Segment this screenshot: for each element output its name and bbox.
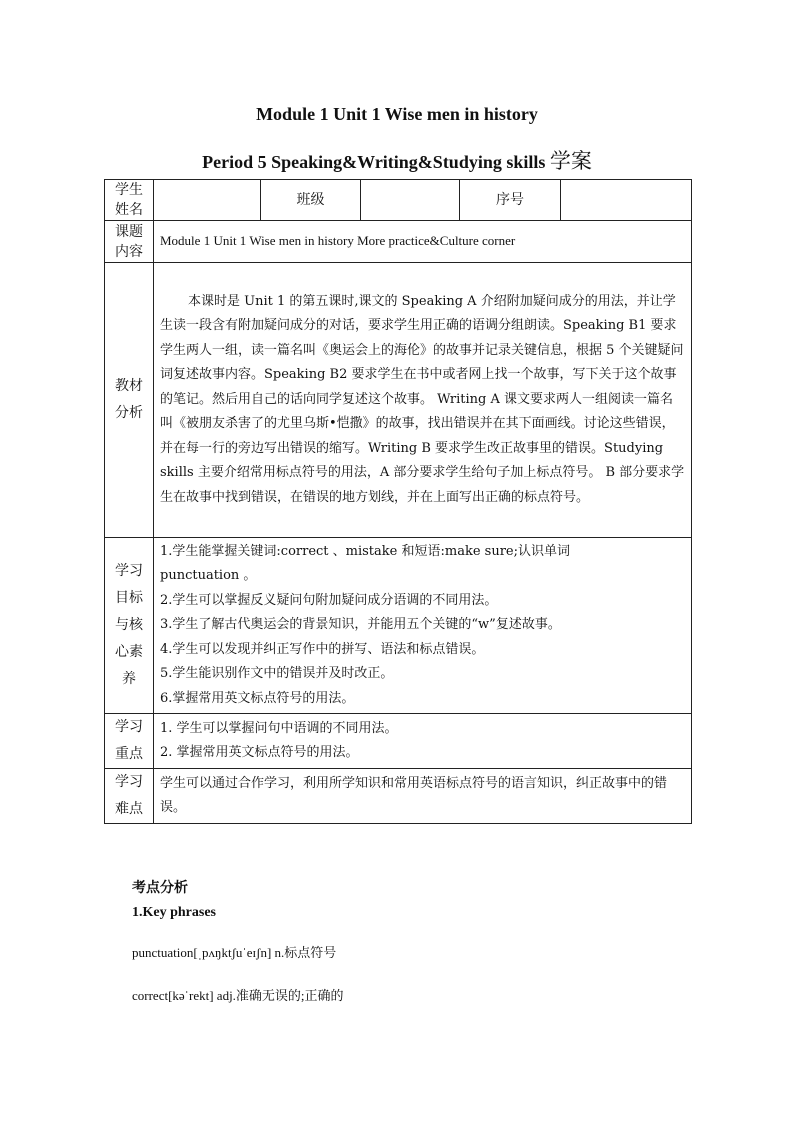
document-title-line1: Module 1 Unit 1 Wise men in history xyxy=(256,104,538,124)
class-cell xyxy=(361,180,460,221)
objective-item: 4.学生可以发现并纠正写作中的拼写、语法和标点错误。 xyxy=(160,641,485,657)
title-line2-english: Period 5 Speaking&Writing&Studying skills xyxy=(202,152,550,172)
objective-item: punctuation 。 xyxy=(160,568,257,584)
label-seat-number: 序号 xyxy=(460,180,561,221)
student-name-cell xyxy=(154,180,261,221)
key-points-cell xyxy=(154,714,692,769)
lesson-plan-table xyxy=(104,179,692,824)
row-key-points xyxy=(105,714,692,769)
key-phrases-heading: 1.Key phrases xyxy=(132,905,216,920)
label-learning-objectives: 学习目标与核心素养 xyxy=(105,538,154,714)
label-key-points: 学习重点 xyxy=(105,714,154,769)
objective-item: 2.学生可以掌握反义疑问句附加疑问成分语调的不同用法。 xyxy=(160,592,498,608)
title-line2-chinese: 学案 xyxy=(549,149,592,173)
vocab-entry-correct: correct[kəˈrekt] adj.准确无误的;正确的 xyxy=(132,988,344,1003)
topic-content: Module 1 Unit 1 Wise men in history More practice&Culture corner xyxy=(154,221,692,263)
row-topic xyxy=(105,221,692,263)
objective-item: 5.学生能识别作文中的错误并及时改正。 xyxy=(160,666,394,682)
material-analysis-text: 本课时是 Unit 1 的第五课时,课文的 Speaking A 介绍附加疑问成分的用法，并让学生读一段含有附加疑问成分的对话，要求学生用正确的语调分组朗读。Speaking B1 要求学生两人一组，读一篇名叫《奥运会上的海伦》的故事并记录关键信息，根据 5 个关键疑问词复述故事内容。Speaking B2 要求学生在书中或者网上找一个故事，写下关于这个故事的笔记。然后用自己的话向同学复述这个故事。 Writing A 课文要求两人一组阅读一篇名叫《被朋友杀害了的尤里乌斯•恺撒》的故事，找出错误并在其下面画线。讨论这些错误，并在每一行的旁边写出错误的缩写。Writing B 要求学生改正故事里的错误。Studying skills 主要介绍常用标点符号的用法，A 部分要求学生给句子加上标点符号。 B 部分要求学生在故事中找到错误，在错误的地方划线，并在上面写出正确的标点符号。 xyxy=(160,293,685,505)
label-difficulties: 学习难点 xyxy=(105,769,154,824)
document-title-line2 xyxy=(0,145,794,175)
row-material-analysis xyxy=(105,263,692,538)
row-difficulties xyxy=(105,769,692,824)
objective-item: 3.学生了解古代奥运会的背景知识，并能用五个关键的“w”复述故事。 xyxy=(160,617,561,633)
label-material-analysis: 教材分析 xyxy=(105,263,154,538)
label-student-name: 学生姓名 xyxy=(105,180,154,221)
seat-number-cell xyxy=(561,180,692,221)
label-topic: 课题内容 xyxy=(105,221,154,263)
material-analysis-cell xyxy=(154,263,692,538)
analysis-heading: 考点分析 xyxy=(132,880,188,896)
objective-item: 1.学生能掌握关键词:correct 、mistake 和短语:make sure;认识单词 xyxy=(160,543,570,559)
objective-item: 6.掌握常用英文标点符号的用法。 xyxy=(160,690,355,706)
row-learning-objectives xyxy=(105,538,692,714)
difficulties-content: 学生可以通过合作学习，利用所学知识和常用英语标点符号的语言知识，纠正故事中的错误。 xyxy=(154,769,692,824)
key-point-item: 1. 学生可以掌握问句中语调的不同用法。 xyxy=(160,720,398,736)
row-student-name xyxy=(105,180,692,221)
vocab-entry-punctuation: punctuation[ˌpʌŋktʃuˈeɪʃn] n.标点符号 xyxy=(132,945,337,960)
learning-objectives-cell xyxy=(154,538,692,714)
label-class: 班级 xyxy=(261,180,361,221)
key-point-item: 2. 掌握常用英文标点符号的用法。 xyxy=(160,745,359,760)
